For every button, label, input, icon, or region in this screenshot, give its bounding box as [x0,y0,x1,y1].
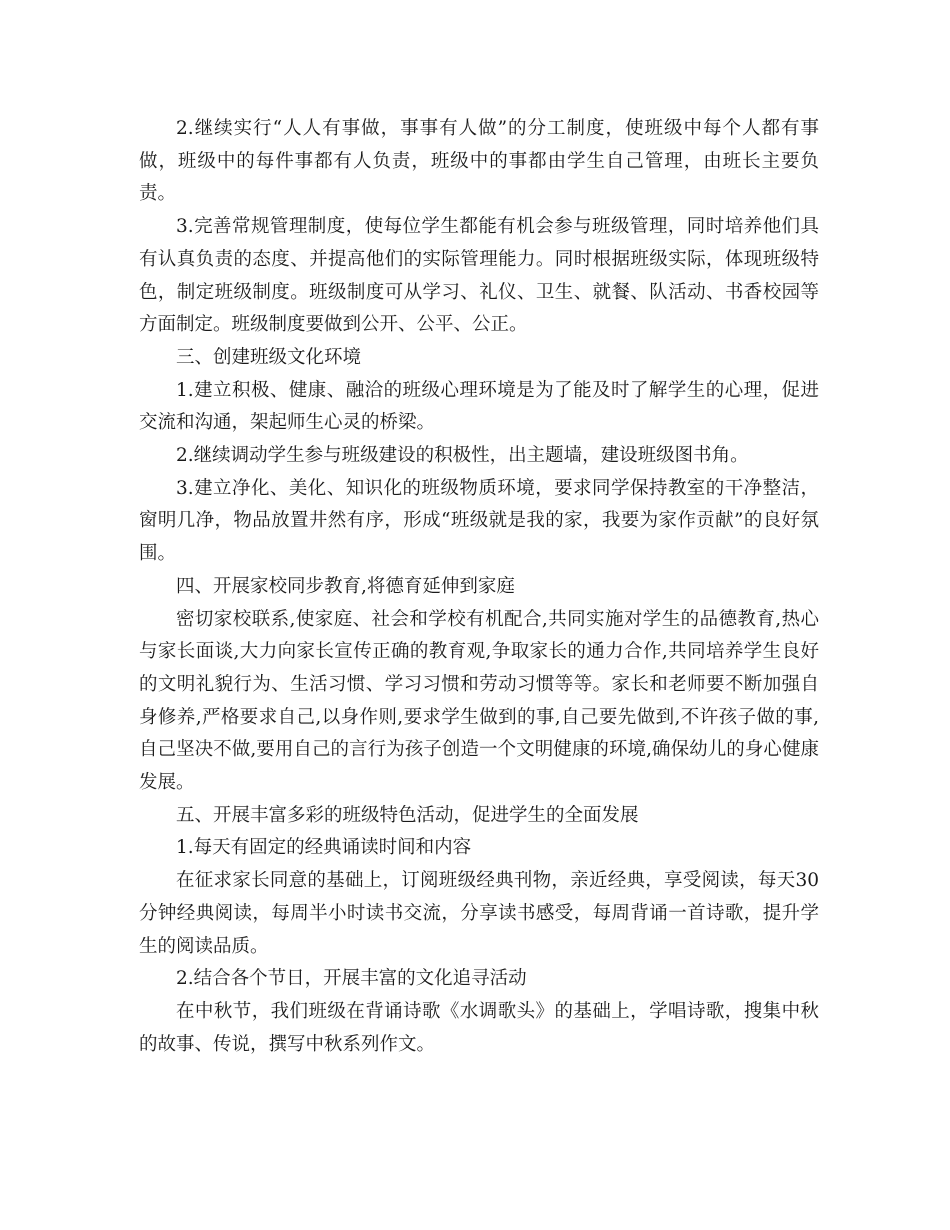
section-heading-home-school: 四、开展家校同步教育,将德育延伸到家庭 [176,575,515,597]
section-heading-activities: 五、开展丰富多彩的班级特色活动，促进学生的全面发展 [176,804,639,826]
paragraph-division-of-labor: 2.继续实行“人人有事做，事事有人做”的分工制度，使班级中每个人都有事做，班级中的每件事都有人负责，班级中的事都由学生自己管理，由班长主要负责。 [139,118,819,205]
subheading-classic-reading: 1.每天有固定的经典诵读时间和内容 [176,837,472,859]
paragraph-mid-autumn: 在中秋节，我们班级在背诵诗歌《水调歌头》的基础上，学唱诗歌，搜集中秋的故事、传说，撰写中秋系列作文。 [139,1000,819,1055]
subheading-festival-activities: 2.结合各个节日，开展丰富的文化追寻活动 [176,968,527,990]
paragraph-theme-wall: 2.继续调动学生参与班级建设的积极性，出主题墙，建设班级图书角。 [176,445,749,467]
paragraph-physical-environment: 3.建立净化、美化、知识化的班级物质环境，要求同学保持教室的干净整洁，窗明几净，物品放置井然有序，形成“班级就是我的家，我要为家作贡献”的良好氛围。 [139,477,819,565]
paragraph-psychological-environment: 1.建立积极、健康、融洽的班级心理环境是为了能及时了解学生的心理，促进交流和沟通，架起师生心灵的桥梁。 [139,379,819,434]
paragraph-home-school-contact: 密切家校联系,使家庭、社会和学校有机配合,共同实施对学生的品德教育,热心与家长面谈,大力向家长宣传正确的教育观,争取家长的通力合作,共同培养学生良好的文明礼貌行为、生活习惯、学习习惯和劳动习惯等等。家长和老师要不断加强自身修养,严格要求自己,以身作则,要求学生做到的事,自己要先做到,不许孩子做的事,自己坚决不做,要用自己的言行为孩子创造一个文明健康的环境,确保幼儿的身心健康发展。 [139,608,819,794]
section-heading-class-culture: 三、创建班级文化环境 [176,346,362,368]
paragraph-routine-management: 3.完善常规管理制度，使每位学生都能有机会参与班级管理，同时培养他们具有认真负责的态度、并提高他们的实际管理能力。同时根据班级实际，体现班级特色，制定班级制度。班级制度可从学习、礼仪、卫生、就餐、队活动、书香校园等方面制定。班级制度要做到公开、公平、公正。 [139,216,819,336]
paragraph-classic-reading: 在征求家长同意的基础上，订阅班级经典刊物，亲近经典，享受阅读，每天30分钟经典阅读，每周半小时读书交流，分享读书感受，每周背诵一首诗歌，提升学生的阅读品质。 [139,870,819,957]
document-body [139,113,819,1061]
